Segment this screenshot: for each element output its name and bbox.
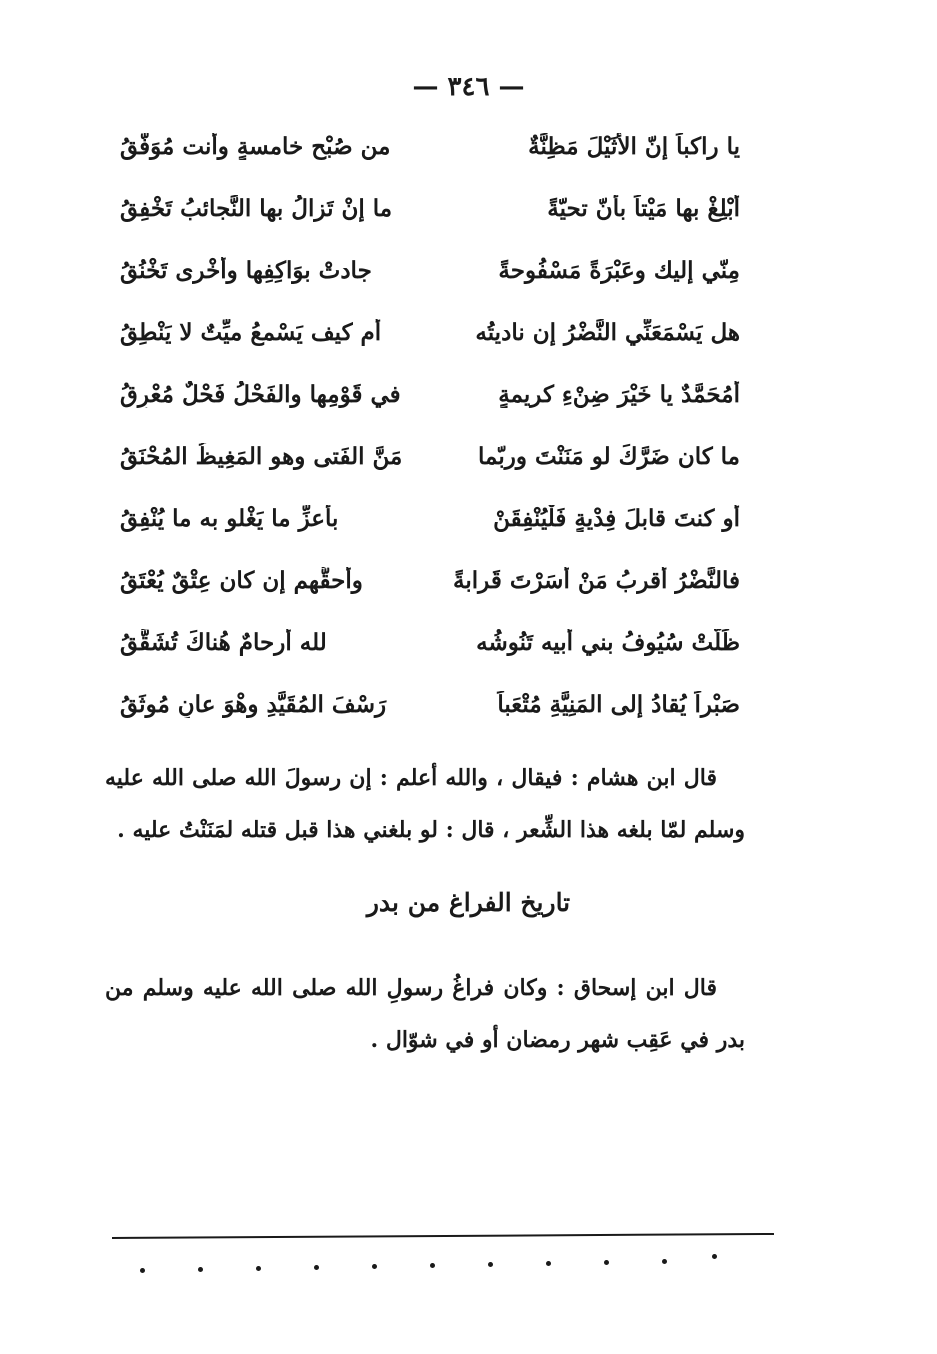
ornament-dot [372,1264,377,1269]
verse-second-hemistich: جادتْ بوَاكِفِها وأُخْرى تَخْنُقُ [120,257,372,284]
verse-second-hemistich: أم كيف يَسْمعُ ميِّتٌ لا يَنْطِقُ [120,319,382,346]
section-heading: تاريخ الفراغ من بدر [366,888,571,917]
footer-ornament-dots [140,1252,770,1282]
ornament-dot [140,1268,145,1273]
verse-second-hemistich: لله أرحامٌ هُناكَ تُشَقَّقُ [120,629,327,656]
verse-first-hemistich: صَبْراً يُقادُ إلى المَنِيَّةِ مُتْعَباً [497,691,740,718]
verse-first-hemistich: ما كان ضَرَّكَ لو مَنَنْتَ وربّما [478,443,740,470]
footer-rule [112,1233,774,1239]
poem-verse [120,373,740,435]
poem-verse [120,621,740,683]
verse-first-hemistich: يا راكباً إنّ الأُثَيْلَ مَظِنَّةٌ [528,133,740,160]
verse-first-hemistich: أَمُحَمَّدٌ يا خَيْرَ ضِنْءِ كريمةٍ [498,381,740,408]
verse-second-hemistich: بأعزِّ ما يَغْلو به ما يُنْفِقُ [120,505,339,532]
ornament-dot [662,1259,667,1264]
verse-second-hemistich: في قَوْمِها والفَحْلُ فَحْلٌ مُعْرِقُ [120,381,401,408]
ornament-dot [546,1261,551,1266]
poem-verse [120,249,740,311]
poem [120,125,740,745]
verse-second-hemistich: مَنَّ الفَتى وهو المَغِيظُ المُحْنَقُ [120,443,403,470]
poem-verse [120,311,740,373]
ornament-dot [488,1262,493,1267]
poem-verse [120,187,740,249]
verse-first-hemistich: ظَلَّتْ سُيُوفُ بني أبيه تَنُوشُه [476,629,740,656]
poem-verse [120,497,740,559]
ibn-ishaq-text [105,962,745,1066]
note-paragraph: قال ابن هشام : فيقال ، والله أعلم : إن رسولَ الله صلى الله عليه وسلم لمّا بلغه هذا الشِّعر ، قال : لو بلغني هذا قبل قتله لمَنَنْتُ عليه . [105,765,745,843]
ornament-dot [604,1260,609,1265]
verse-second-hemistich: وأحقُّهم إن كان عِتْقٌ يُعْتَقُ [120,567,363,594]
poem-verse [120,125,740,187]
verse-second-hemistich: من صُبْحِ خامسةٍ وأنت مُوَفَّقُ [120,133,391,160]
ibn-hisham-note [105,752,745,856]
ornament-dot [314,1265,319,1270]
verse-first-hemistich: فالنَّضْرُ أقربُ مَنْ أَسَرْتَ قَرابةً [453,567,740,594]
ornament-dot [256,1266,261,1271]
ornament-dot [430,1263,435,1268]
poem-verse [120,559,740,621]
verse-second-hemistich: ما إنْ تَزالُ بها النَّجائبُ تَخْفِقُ [120,195,393,222]
verse-first-hemistich: مِنّي إليك وعَبْرَةً مَسْفُوحةً [498,257,740,284]
section-paragraph: قال ابن إسحاق : وكان فراغُ رسولِ الله صلى الله عليه وسلم من بدر في عَقِب شهر رمضان أو في شوّال . [105,975,745,1053]
verse-first-hemistich: هل يَسْمَعَنِّي النَّضْرُ إن ناديتُه [475,319,740,346]
verse-first-hemistich: أو كنتَ قابلَ فِدْيةٍ فَلْيُنْفِقَنْ [493,505,740,532]
ornament-dot [712,1254,717,1259]
poem-verse [120,683,740,745]
verse-first-hemistich: أَبْلِغْ بها مَيْتاً بأنّ تحيّةً [547,195,740,222]
ornament-dot [198,1267,203,1272]
verse-second-hemistich: رَسْفَ المُقَيَّدِ وهْوَ عانٍ مُوثَقُ [120,691,387,718]
poem-verse [120,435,740,497]
page-number: — ٣٤٦ — [412,72,525,102]
